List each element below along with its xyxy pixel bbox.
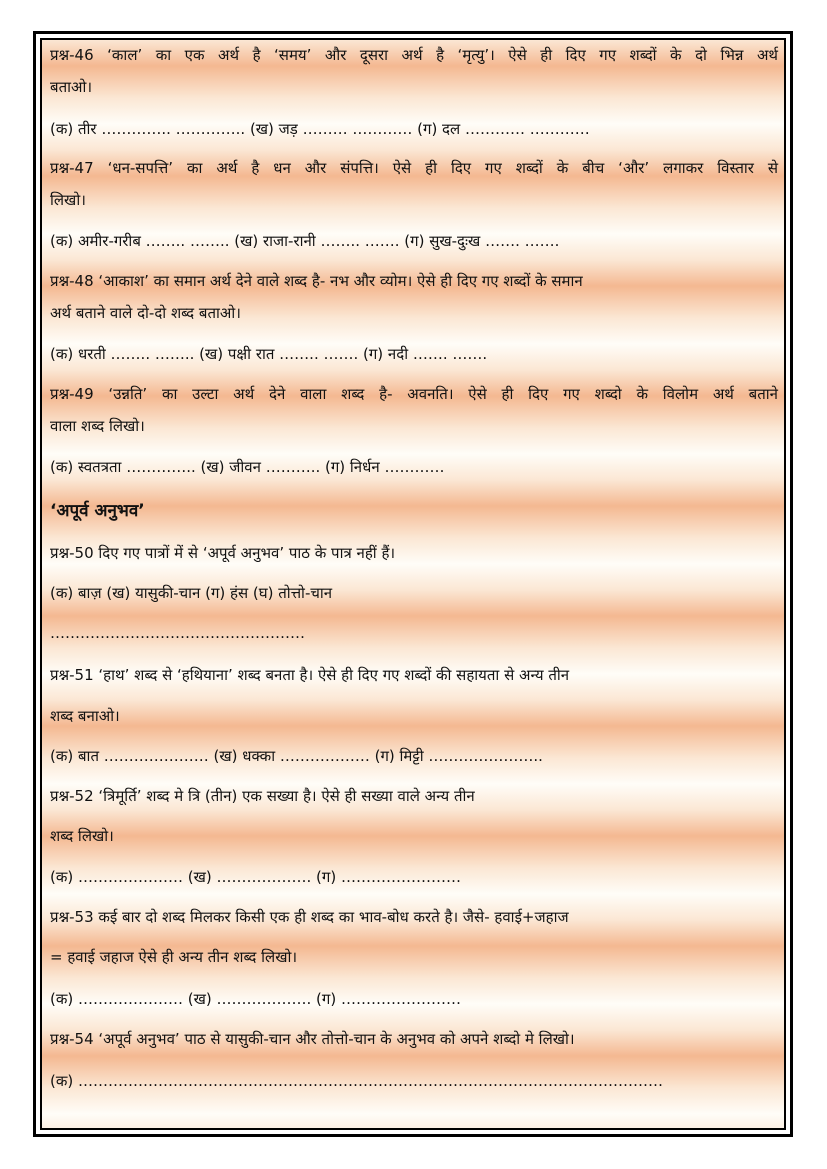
question-52-text: प्रश्न-52 ‘त्रिमूर्ति’ शब्द मे त्रि (तीन) एक सख्या है। ऐसे ही सख्या वाले अन्य तीन <box>50 787 475 805</box>
question-46-text: प्रश्न-46 ‘काल’ का एक अर्थ है ‘समय’ और दूसरा अर्थ है ‘मृत्यु’। ऐसे ही दिए गए शब्दों के दो भिन्न अर्थ <box>50 46 778 64</box>
question-52-answer-row: (क) ………………… (ख) ………………. (ग) …………………… <box>50 868 461 886</box>
question-49-text-cont: वाला शब्द लिखो। <box>50 417 145 435</box>
question-46-answer-row: (क) तीर ………….. ………….. (ख) जड़ ……… ………… (ग) दल ………… ………… <box>50 120 590 138</box>
question-46-text-cont: बताओ। <box>50 78 93 96</box>
section-heading: ‘अपूर्व अनुभव’ <box>50 501 145 521</box>
question-50-options: (क) बाज़ (ख) यासुकी-चान (ग) हंस (घ) तोत्तो-चान <box>50 584 333 602</box>
question-51-answer-row: (क) बात ………………… (ख) धक्का ……………… (ग) मिट्टी ………………….. <box>50 747 543 765</box>
question-47-answer-row: (क) अमीर-गरीब …….. …….. (ख) राजा-रानी …….. ……. (ग) सुख-दुःख ……. ……. <box>50 232 560 250</box>
question-48-text-cont: अर्थ बताने वाले दो-दो शब्द बताओ। <box>50 304 241 322</box>
worksheet-page <box>40 38 786 1130</box>
question-47-text: प्रश्न-47 ‘धन-सपत्ति’ का अर्थ है धन और संपत्ति। ऐसे ही दिए गए शब्दों के बीच ‘और’ लगाकर विस्तार से <box>50 159 778 177</box>
question-48-answer-row: (क) धरती …….. …….. (ख) पक्षी रात …….. ……. (ग) नदी ……. ……. <box>50 345 488 363</box>
question-47-text-cont: लिखो। <box>50 191 86 209</box>
question-54-text: प्रश्न-54 ‘अपूर्व अनुभव’ पाठ से यासुकी-चान और तोत्तो-चान के अनुभव को अपने शब्दो मे लिखो। <box>50 1030 575 1048</box>
question-49-text: प्रश्न-49 ‘उन्नति’ का उल्टा अर्थ देने वाला शब्द है- अवनति। ऐसे ही दिए गए शब्दो के विलोम अर्थ बताने <box>50 385 778 403</box>
question-51-text: प्रश्न-51 ‘हाथ’ शब्द से ‘हथियाना’ शब्द बनता है। ऐसे ही दिए गए शब्दों की सहायता से अन्य तीन <box>50 666 570 684</box>
question-52-text-cont: शब्द लिखो। <box>50 827 114 845</box>
question-49-answer-row: (क) स्वतत्रता ………….. (ख) जीवन ……….. (ग) निर्धन ………… <box>50 458 445 476</box>
question-50-answer-line: …………………………………………… <box>50 624 305 642</box>
question-53-text: प्रश्न-53 कई बार दो शब्द मिलकर किसी एक ही शब्द का भाव-बोध करते है। जैसे- हवाई+जहाज <box>50 908 569 926</box>
question-51-text-cont: शब्द बनाओ। <box>50 707 120 725</box>
question-50-text: प्रश्न-50 दिए गए पात्रों में से ‘अपूर्व अनुभव’ पाठ के पात्र नहीं हैं। <box>50 544 396 562</box>
question-54-answer-line: (क) ……………………………………………………………………………………………………… <box>50 1072 663 1090</box>
question-53-answer-row: (क) ………………… (ख) ………………. (ग) …………………… <box>50 990 461 1008</box>
question-48-text: प्रश्न-48 ‘आकाश’ का समान अर्थ देने वाले शब्द है- नभ और व्योम। ऐसे ही दिए गए शब्दों के समान <box>50 272 583 290</box>
question-53-text-cont: = हवाई जहाज ऐसे ही अन्य तीन शब्द लिखो। <box>50 948 298 966</box>
